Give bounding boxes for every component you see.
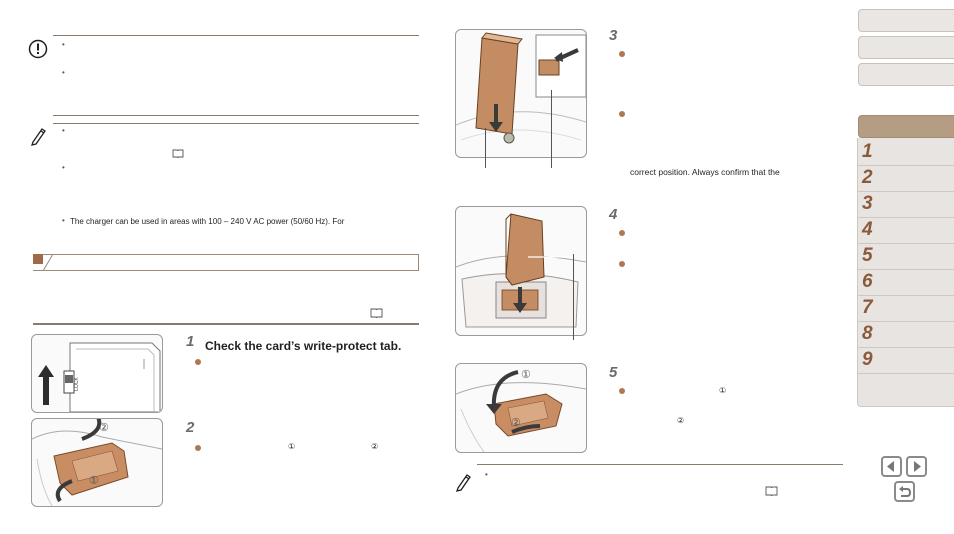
step-3-number: 3 — [609, 27, 618, 44]
next-page-button[interactable] — [906, 456, 927, 477]
chapter-tab-5[interactable] — [858, 244, 954, 270]
caution-icon — [28, 39, 48, 59]
chapter-tab-2[interactable] — [858, 166, 954, 192]
chapter-number: 6 — [862, 271, 873, 292]
chapter-number: 7 — [862, 297, 873, 318]
step-1-heading: Check the card’s write-protect tab. — [205, 339, 402, 353]
bullet — [619, 51, 625, 57]
triangle-left-icon — [883, 458, 900, 475]
step-5-number: 5 — [609, 364, 618, 381]
chapter-tab-6[interactable] — [858, 270, 954, 296]
chapter-tab-9[interactable] — [858, 348, 954, 374]
bullet: • — [62, 216, 65, 225]
section-rule — [33, 323, 419, 325]
bullet: • — [485, 470, 488, 479]
return-button[interactable] — [894, 481, 915, 502]
pencil-icon — [30, 126, 48, 146]
memo-top-rule — [53, 123, 419, 124]
chapter-number: 2 — [862, 167, 873, 188]
up-arrow-icon — [38, 365, 54, 405]
book-icon[interactable] — [765, 486, 778, 496]
step-2-callout-1: ① — [288, 442, 296, 451]
bullet: • — [62, 40, 65, 49]
book-icon[interactable] — [172, 149, 184, 158]
bullet: • — [62, 163, 65, 172]
chapter-number: 1 — [862, 141, 873, 162]
return-arrow-icon — [896, 483, 913, 500]
callout-line — [573, 254, 574, 340]
step-5-callout-2: ② — [677, 416, 685, 425]
memo-top-rule — [477, 464, 843, 465]
figure-memory-card-insert — [455, 206, 587, 336]
step-1-number: 1 — [186, 333, 195, 350]
step-5-callout-1: ① — [719, 386, 727, 395]
figure-callout-2: ② — [99, 422, 109, 434]
step-4-number: 4 — [609, 206, 618, 223]
chapter-number: 4 — [862, 219, 873, 240]
prev-page-button[interactable] — [881, 456, 902, 477]
bullet — [195, 445, 201, 451]
chapter-tab-7[interactable] — [858, 296, 954, 322]
figure-battery-insert — [455, 29, 587, 158]
pencil-icon — [455, 472, 473, 492]
bullet — [619, 388, 625, 394]
section-heading-bar — [33, 254, 419, 271]
callout-line — [551, 90, 552, 168]
triangle-right-icon — [908, 458, 925, 475]
chapter-number: 8 — [862, 323, 873, 344]
sidebar-tab-1[interactable] — [858, 9, 954, 32]
figure-open-cover — [31, 418, 163, 507]
chapter-number: 3 — [862, 193, 873, 214]
bullet — [619, 261, 625, 267]
bullet: • — [62, 126, 65, 135]
figure-callout-1: ① — [89, 475, 99, 487]
bullet — [195, 359, 201, 365]
bullet — [619, 111, 625, 117]
chapter-number: 9 — [862, 349, 873, 370]
camera-cover-illustration — [32, 419, 162, 506]
sidebar-tab-2[interactable] — [858, 36, 954, 59]
bullet — [619, 230, 625, 236]
caution-top-rule — [53, 35, 419, 36]
chapter-tab-4[interactable] — [858, 218, 954, 244]
bullet: • — [62, 68, 65, 77]
figure-callout-2: ② — [511, 417, 521, 429]
lock-label: LOCK — [73, 377, 80, 391]
figure-callout-1: ① — [521, 369, 531, 381]
step-3-text: correct position. Always confirm that the — [630, 167, 780, 177]
charger-note: The charger can be used in areas with 100 – 240 V AC power (50/60 Hz). For — [70, 217, 345, 226]
section-heading-slant — [33, 254, 53, 271]
chapter-tab-3[interactable] — [858, 192, 954, 218]
step-2-callout-2: ② — [371, 442, 379, 451]
figure-close-cover — [455, 363, 587, 453]
chapter-number: 5 — [862, 245, 873, 266]
caution-bottom-rule — [53, 115, 419, 116]
figure-card-lock-tab — [31, 334, 163, 413]
sidebar-tab-active[interactable] — [858, 115, 954, 138]
book-icon[interactable] — [370, 308, 383, 318]
callout-line — [485, 128, 486, 168]
memory-card-illustration — [456, 207, 586, 335]
chapter-tab-1[interactable] — [858, 140, 954, 166]
sidebar-tab-3[interactable] — [858, 63, 954, 86]
chapter-tab-8[interactable] — [858, 322, 954, 348]
battery-illustration — [456, 30, 586, 157]
step-2-number: 2 — [186, 419, 195, 436]
